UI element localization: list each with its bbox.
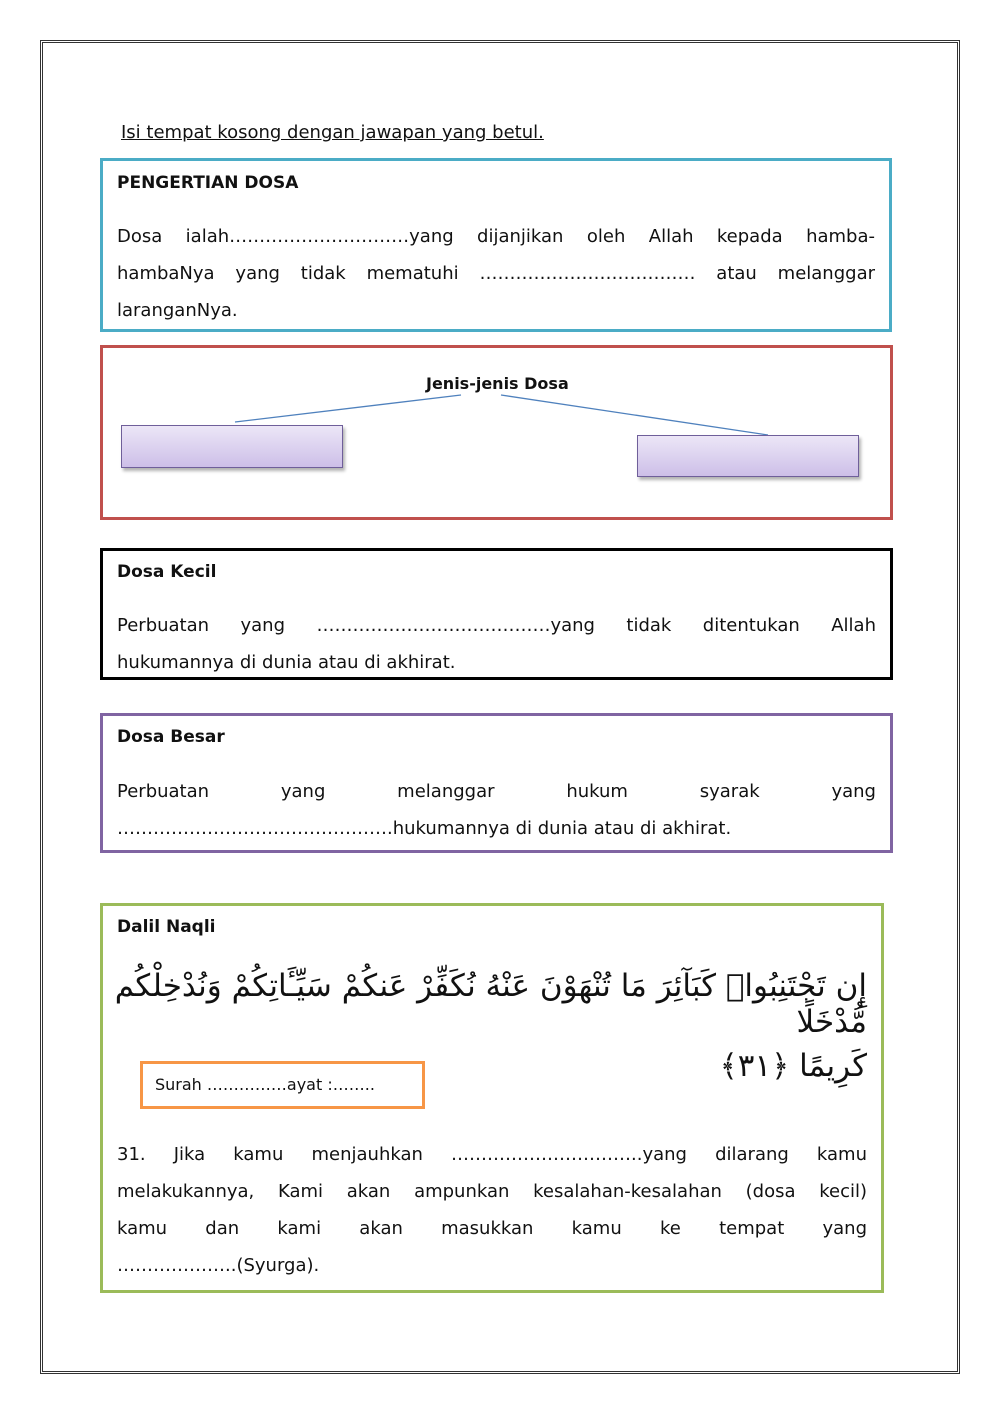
- pengertian-title: PENGERTIAN DOSA: [117, 173, 299, 193]
- translation-text: 31. Jika kamu menjauhkan …………………………..yang dilarang kamu melakukannya, Kami akan ampunkan kesalahan-kesalahan (dosa kecil) kamu dan kami akan masukkan kamu ke tempat yang ………………..(Syurga).: [117, 1144, 867, 1276]
- kecil-text: Perbuatan yang …………………………………yang tidak ditentukan Allah hukumannya di dunia atau di akhirat.: [117, 615, 876, 673]
- pengertian-text: Dosa ialah…………………………yang dijanjikan oleh Allah kepada hamba- hambaNya yang tidak mematuhi ……………………………… atau melanggar laranganNya.: [117, 226, 875, 321]
- answer-box-right[interactable]: [637, 435, 859, 477]
- jenis-box: [100, 345, 893, 520]
- dalil-box: [100, 903, 884, 1293]
- instruction: Isi tempat kosong dengan jawapan yang betul.: [121, 122, 544, 143]
- kecil-box: [100, 548, 893, 680]
- kecil-title: Dosa Kecil: [117, 562, 217, 582]
- jenis-title: Jenis-jenis Dosa: [426, 374, 569, 393]
- answer-box-left[interactable]: [121, 425, 343, 468]
- surah-box[interactable]: [140, 1061, 425, 1109]
- connector-right: [501, 395, 768, 435]
- connector-left: [235, 395, 461, 422]
- pengertian-box: [100, 158, 892, 332]
- besar-box: [100, 713, 893, 853]
- dalil-title: Dalil Naqli: [117, 917, 216, 937]
- arabic-verse-line2: كَرِيمًا ﴿٣١﴾: [719, 1048, 867, 1084]
- besar-title: Dosa Besar: [117, 727, 225, 747]
- arabic-verse-line1: إِن تَجْتَنِبُوا۟ كَبَآئِرَ مَا تُنْهَوْنَ عَنْهُ نُكَفِّرْ عَنكُمْ سَيِّـَٔاتِكُمْ وَنُدْخِلْكُم مُّدْخَلًا: [114, 968, 867, 1040]
- surah-text: Surah ……………ayat :……..: [155, 1075, 375, 1094]
- besar-text: Perbuatan yang melanggar hukum syarak yang ……………………………………….hukumannya di dunia atau di akhirat.: [117, 781, 876, 839]
